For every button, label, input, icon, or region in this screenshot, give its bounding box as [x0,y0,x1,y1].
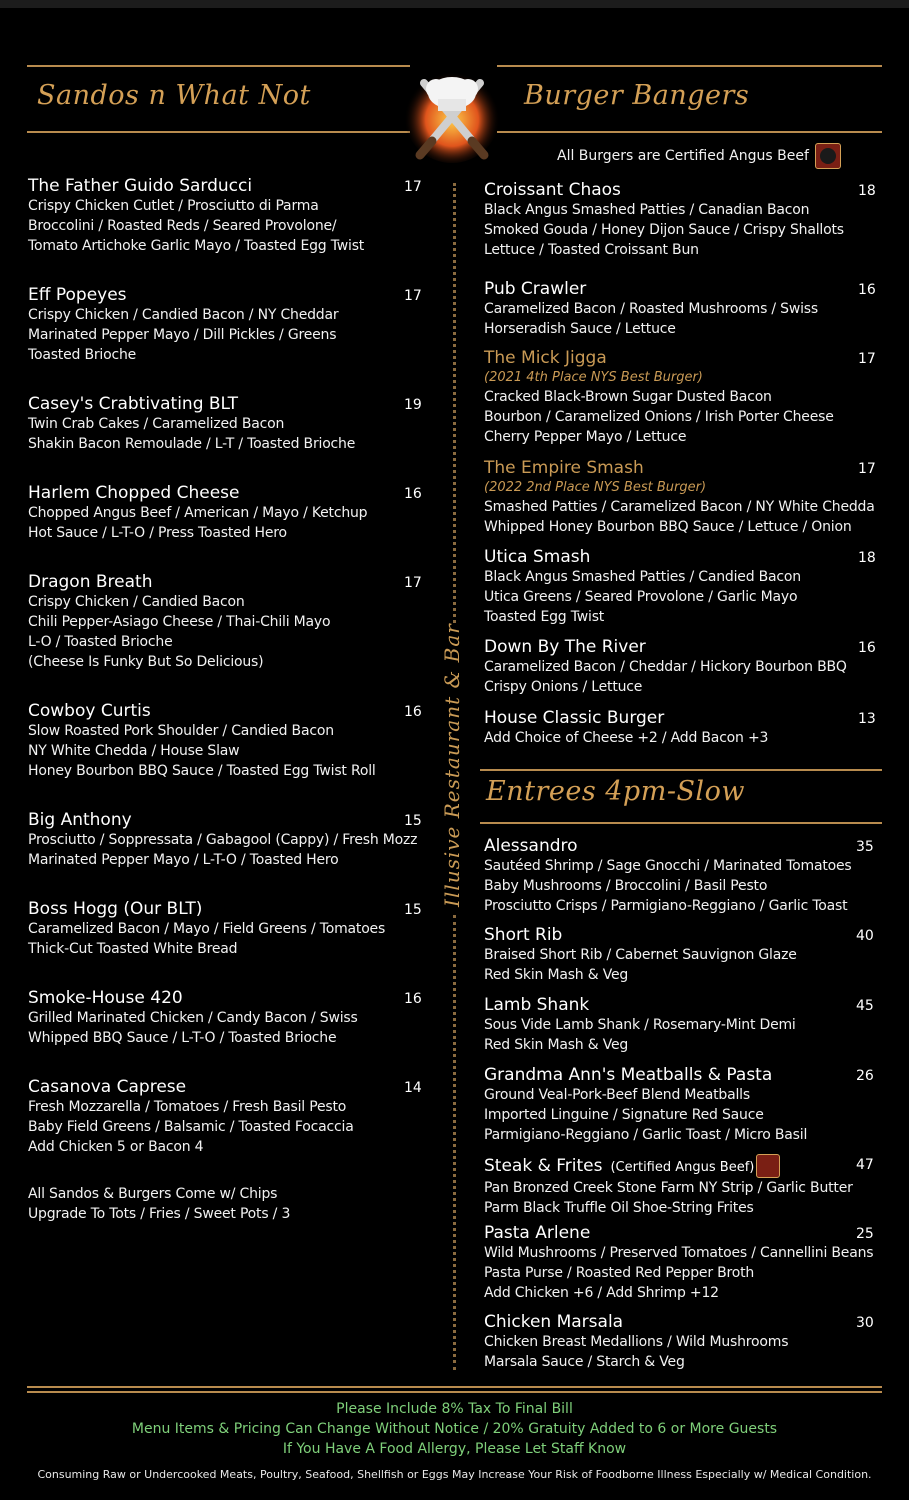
menu-item-price: 15 [404,813,422,829]
menu-item-description: Slow Roasted Pork Shoulder / Candied Bacon [28,723,334,739]
footer-tax-note: Please Include 8% Tax To Final Bill [336,1401,573,1417]
menu-item-description: Honey Bourbon BBQ Sauce / Toasted Egg Twist Roll [28,763,376,779]
menu-item-price: 17 [404,575,422,591]
menu-item-price: 17 [404,179,422,195]
menu-item [28,1077,354,1157]
menu-item [28,810,417,870]
menu-item-price: 45 [856,998,874,1014]
menu-item-description: Baby Mushrooms / Broccolini / Basil Pesto [484,878,768,894]
menu-item [28,988,358,1048]
menu-item [28,394,355,454]
menu-item-name: Big Anthony [28,810,132,830]
menu-item-description: Caramelized Bacon / Cheddar / Hickory Bourbon BBQ [484,659,847,675]
menu-item-description: Marsala Sauce / Starch & Veg [484,1354,685,1370]
menu-item-description: Twin Crab Cakes / Caramelized Bacon [28,416,285,432]
menu-item [484,547,801,627]
menu-item-description: Lettuce / Toasted Croissant Bun [484,242,699,258]
menu-item-description: Thick-Cut Toasted White Bread [28,941,238,957]
menu-item-description: L-O / Toasted Brioche [28,634,173,650]
menu-item-description: Braised Short Rib / Cabernet Sauvignon Glaze [484,947,797,963]
menu-item-name: Lamb Shank [484,995,590,1015]
menu-item-note: (Certified Angus Beef) [610,1160,755,1175]
menu-item-name: The Mick Jigga [484,348,607,368]
certified-angus-note: All Burgers are Certified Angus Beef [557,148,809,164]
menu-item-description: Chili Pepper-Asiago Cheese / Thai-Chili Mayo [28,614,331,630]
menu-item-description: Chopped Angus Beef / American / Mayo / Ketchup [28,505,368,521]
menu-item-description: Black Angus Smashed Patties / Candied Bacon [484,569,801,585]
column-divider-upper [453,183,456,623]
menu-item-name: The Father Guido Sarducci [28,176,253,196]
menu-item-description: Prosciutto Crisps / Parmigiano-Reggiano / Garlic Toast [484,898,848,914]
header-rule-bottom-right [497,131,882,133]
menu-item-price: 16 [404,486,422,502]
menu-item [28,701,376,781]
menu-item-price: 40 [856,928,874,944]
menu-item-description: Wild Mushrooms / Preserved Tomatoes / Cannellini Beans [484,1245,874,1261]
menu-item-description: Prosciutto / Soppressata / Gabagool (Cappy) / Fresh Mozz [28,832,418,848]
menu-item-name: Smoke-House 420 [28,988,183,1008]
menu-item-description: Fresh Mozzarella / Tomatoes / Fresh Basil Pesto [28,1099,347,1115]
menu-item-description: Sautéed Shrimp / Sage Gnocchi / Marinated Tomatoes [484,858,852,874]
menu-item-price: 26 [856,1068,874,1084]
menu-item [484,637,847,697]
menu-item-description: Hot Sauce / L-T-O / Press Toasted Hero [28,525,287,541]
menu-item-name: Boss Hogg (Our BLT) [28,899,203,919]
menu-item [28,899,385,959]
menu-item-price: 13 [858,711,876,727]
sandos-sides-note [28,1184,290,1224]
menu-item-name: Pasta Arlene [484,1223,591,1243]
menu-item-name: Utica Smash [484,547,591,567]
menu-item-name: Steak & Frites (Certified Angus Beef) [484,1154,853,1178]
menu-item-description: Black Angus Smashed Patties / Canadian Bacon [484,202,810,218]
header-rule-top-right [497,65,882,67]
menu-item-name: Casey's Crabtivating BLT [28,394,239,414]
menu-item-description: Parm Black Truffle Oil Shoe-String Frites [484,1200,754,1216]
menu-item-price: 16 [858,640,876,656]
menu-item-description: Pan Bronzed Creek Stone Farm NY Strip / Garlic Butter [484,1180,853,1196]
menu-item [28,285,338,365]
section-title-sandos: Sandos n What Not [37,80,311,111]
menu-item-description: Add Chicken 5 or Bacon 4 [28,1139,204,1155]
menu-item-price: 19 [404,397,422,413]
vertical-brand-text: Illusive Restaurant & Bar [440,623,464,907]
sides-note-line: All Sandos & Burgers Come w/ Chips [28,1186,278,1202]
menu-item-name: Harlem Chopped Cheese [28,483,240,503]
chef-knives-logo [402,63,502,163]
menu-item-description: Crispy Chicken Cutlet / Prosciutto di Parma [28,198,319,214]
menu-item-description: Chicken Breast Medallions / Wild Mushrooms [484,1334,789,1350]
footer-allergy-note: If You Have A Food Allergy, Please Let Staff Know [282,1441,627,1457]
menu-item-description: Baby Field Greens / Balsamic / Toasted Focaccia [28,1119,354,1135]
section-title-entrees: Entrees 4pm-Slow [486,776,745,807]
menu-item-name: Casanova Caprese [28,1077,187,1097]
menu-item-description: Crispy Chicken / Candied Bacon / NY Cheddar [28,307,339,323]
menu-item-name: Down By The River [484,637,646,657]
menu-item-description: (Cheese Is Funky But So Delicious) [28,654,264,670]
menu-item-description: Smashed Patties / Caramelized Bacon / NY White Chedda [484,499,875,515]
menu-item [28,572,330,672]
header-rule-bottom-left [27,131,410,133]
menu-item [484,836,852,916]
menu-item [484,458,875,537]
menu-item-price: 35 [856,839,874,855]
menu-item-name: Cowboy Curtis [28,701,151,721]
menu-item-description: Grilled Marinated Chicken / Candy Bacon / Swiss [28,1010,358,1026]
menu-item-description: Tomato Artichoke Garlic Mayo / Toasted Egg Twist [28,238,365,254]
menu-item-award: (2021 4th Place NYS Best Burger) [484,370,703,385]
menu-item-description: Caramelized Bacon / Roasted Mushrooms / Swiss [484,301,818,317]
menu-item-price: 17 [858,351,876,367]
menu-item-description: Horseradish Sauce / Lettuce [484,321,676,337]
menu-item-name: House Classic Burger [484,708,665,728]
menu-item-name: The Empire Smash [484,458,644,478]
footer-rule-2 [27,1391,882,1393]
column-divider-lower [453,915,456,1370]
menu-item-description: Cherry Pepper Mayo / Lettuce [484,429,687,445]
sides-note-line: Upgrade To Tots / Fries / Sweet Pots / 3 [28,1206,291,1222]
menu-item-name: Grandma Ann's Meatballs & Pasta [484,1065,773,1085]
menu-item [484,995,796,1055]
menu-item-description: Parmigiano-Reggiano / Garlic Toast / Micro Basil [484,1127,808,1143]
menu-item-price: 18 [858,183,876,199]
menu-item-description: Broccolini / Roasted Reds / Seared Provolone/ [28,218,337,234]
menu-item-price: 17 [858,461,876,477]
menu-item-description: Imported Linguine / Signature Red Sauce [484,1107,764,1123]
top-strip [0,0,909,8]
menu-item-description: Utica Greens / Seared Provolone / Garlic Mayo [484,589,798,605]
menu-item-name: Alessandro [484,836,578,856]
menu-item-description: Add Chicken +6 / Add Shrimp +12 [484,1285,719,1301]
menu-item-price: 14 [404,1080,422,1096]
menu-item-description: Ground Veal-Pork-Beef Blend Meatballs [484,1087,750,1103]
menu-item [484,1065,807,1145]
menu-item-description: Smoked Gouda / Honey Dijon Sauce / Crispy Shallots [484,222,844,238]
menu-item-description: Toasted Brioche [28,347,137,363]
section-title-burgers: Burger Bangers [524,80,750,111]
menu-item-description: Bourbon / Caramelized Onions / Irish Porter Cheese [484,409,834,425]
menu-item [484,1223,873,1303]
menu-item-description: Marinated Pepper Mayo / L-T-O / Toasted Hero [28,852,339,868]
menu-item-description: NY White Chedda / House Slaw [28,743,240,759]
footer-disclaimer: Consuming Raw or Undercooked Meats, Poultry, Seafood, Shellfish or Eggs May Increase Your Risk of Foodborne Illness Especially w/ Medical Condition. [37,1468,872,1481]
menu-item-name: Croissant Chaos [484,180,621,200]
menu-item [484,925,797,985]
menu-item-description: Crispy Chicken / Candied Bacon [28,594,245,610]
footer-rule-1 [27,1386,882,1388]
menu-item [484,348,834,447]
menu-item-price: 16 [404,991,422,1007]
menu-item [484,708,768,748]
menu-item [28,176,364,256]
footer-pricing-note: Menu Items & Pricing Can Change Without Notice / 20% Gratuity Added to 6 or More Guests [131,1421,778,1437]
menu-item-name: Dragon Breath [28,572,153,592]
menu-item [28,483,367,543]
menu-item-description: Toasted Egg Twist [484,609,605,625]
menu-item-name: Eff Popeyes [28,285,127,305]
entrees-rule-top [480,769,882,771]
entrees-rule-bottom [480,822,882,824]
menu-item-price: 30 [856,1315,874,1331]
menu-item-description: Shakin Bacon Remoulade / L-T / Toasted Brioche [28,436,356,452]
menu-item-price: 47 [856,1157,874,1173]
certified-angus-badge-icon [815,143,841,169]
menu-item-description: Red Skin Mash & Veg [484,967,629,983]
menu-item [484,1312,788,1372]
menu-item-description: Crispy Onions / Lettuce [484,679,643,695]
menu-item-price: 18 [858,550,876,566]
menu-item-price: 16 [858,282,876,298]
menu-item-award: (2022 2nd Place NYS Best Burger) [484,480,707,495]
menu-item-name: Chicken Marsala [484,1312,624,1332]
menu-item-name: Pub Crawler [484,279,587,299]
menu-item [484,1154,853,1218]
menu-item-description: Marinated Pepper Mayo / Dill Pickles / Greens [28,327,337,343]
menu-item-price: 15 [404,902,422,918]
menu-item-price: 25 [856,1226,874,1242]
certified-angus-badge-icon [756,1154,780,1178]
menu-item-description: Pasta Purse / Roasted Red Pepper Broth [484,1265,755,1281]
menu-item [484,279,818,339]
menu-item-description: Add Choice of Cheese +2 / Add Bacon +3 [484,730,769,746]
menu-item-description: Caramelized Bacon / Mayo / Field Greens / Tomatoes [28,921,386,937]
menu-item-description: Cracked Black-Brown Sugar Dusted Bacon [484,389,772,405]
menu-item-name: Short Rib [484,925,563,945]
menu-item-description: Whipped BBQ Sauce / L-T-O / Toasted Brioche [28,1030,337,1046]
menu-item-description: Red Skin Mash & Veg [484,1037,629,1053]
menu-item-price: 16 [404,704,422,720]
menu-item [484,180,844,260]
header-rule-top-left [27,65,410,67]
menu-item-description: Whipped Honey Bourbon BBQ Sauce / Lettuce / Onion [484,519,852,535]
menu-item-price: 17 [404,288,422,304]
menu-item-description: Sous Vide Lamb Shank / Rosemary-Mint Demi [484,1017,796,1033]
